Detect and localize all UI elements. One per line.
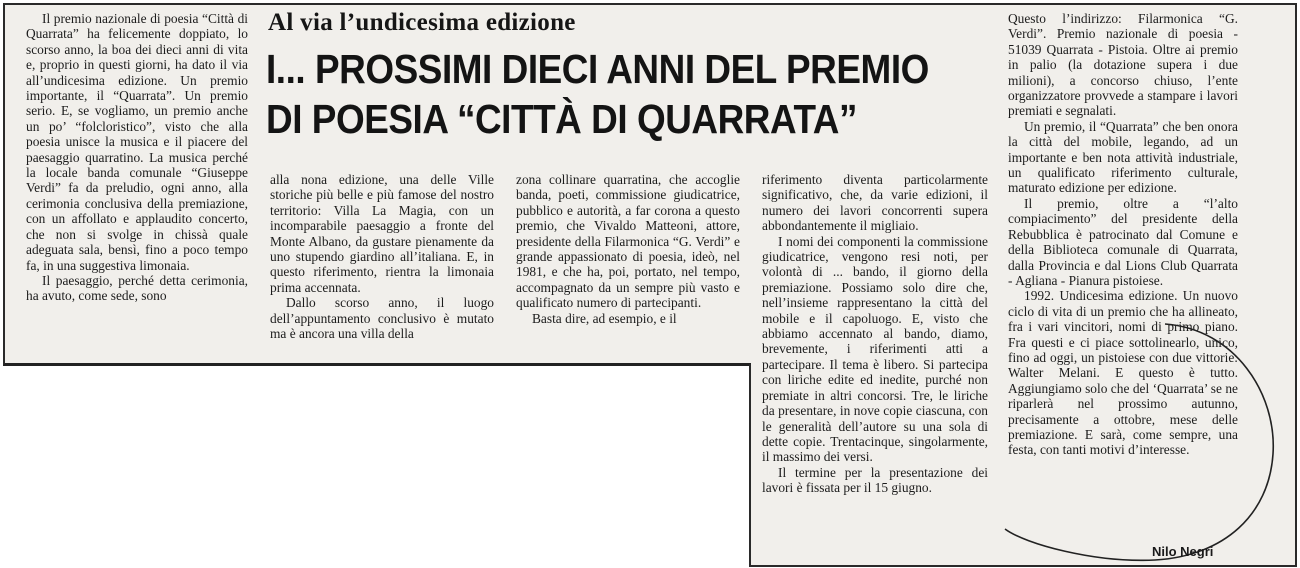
article-headline [266,44,928,144]
paragraph: Il premio, oltre a “l’alto compiacimento” del presidente della Rebubblica è patrocinato dal Comune e della Biblioteca comunale di Quarrata, dalla Provincia e dal Lions Club Quarrata - Agliana - Pianura pistoiese. [1008,195,1238,288]
paragraph: Basta dire, ad esempio, e il [532,310,677,326]
paragraph: Questo l’indirizzo: Filarmonica “G. Verdi”. Premio nazionale di poesia - 51039 Quarrata - Pistoia. Oltre ai premio in palio (la dotazione supera i due milioni), a concorso chiuso, l’ente organizzatore provvede a stampare i lavori premiati e segnalati. [1008,11,1238,119]
text-column-1 [26,11,248,361]
text-column-4 [762,172,988,562]
paragraph: riferimento diventa particolarmente significativo, che, da varie edizioni, il numero dei lavori concorrenti supera abbondantemente il migliaio. [762,172,988,234]
paragraph: Il premio nazionale di poesia “Città di Quarrata” ha felicemente doppiato, lo scorso anno, la boa dei dieci anni di vita e, proprio in questi giorni, ha dato il via all’undicesima edizione. Un premio importante, il “Quarrata”. Un premio serio. E, se vogliamo, un premio anche un po’ “folcloristico”, visto che alla poesia unisce la musica e il piacere del paesaggio quarratino. La musica perché la locale banda comunale “Giuseppe Verdi” fa da preludio, ogni anno, alla cerimonia conclusiva della premiazione, con un affollato e applaudito concerto, che non si svolge in chissà quale adeguata sala, bensì, fino a poco tempo fa, in una suggestiva limonaia. [26,11,248,273]
text-column-2 [270,172,494,361]
paragraph: alla nona edizione, una delle Ville storiche più belle e più famose del nostro territorio: Villa La Magia, con un incomparabile paesaggio a fronte del Monte Albano, da gustare pienamente da uno stupendo giardino all’italiana. E, in questo riferimento, rientra la limonaia prima accennata. [270,172,494,295]
headline-line-2: DI POESIA “CITTÀ DI QUARRATA” [266,96,858,142]
paragraph: zona collinare quarratina, che accoglie banda, poeti, commissione giudicatrice, pubblico e autorità, a far corona a questo premio, che Vivaldo Matteoni, attore, presidente della Filarmonica “G. Verdi” e grande appassionato di poesia, ideò, nel 1981, e che ha, poi, portato, nel tempo, accompagnato da un sempre più vasto e qualificato numero di partecipanti. [516,172,740,311]
headline-line-1: I... PROSSIMI DIECI ANNI DEL PREMIO [266,46,929,92]
paragraph: 1992. Undicesima edizione. Un nuovo ciclo di vita di un premio che ha allineato, fra i vari vincitori, nomi di primo piano. Fra questi e ci piace sottolinearlo, unico, fino ad oggi, un pistoiese con due vittorie: Walter Melani. E questo è tutto. Aggiungiamo solo che del ‘Quarrata’ se ne riparlerà nel prossimo autunno, precisamente a ottobre, mese delle premiazione. E sarà, come sempre, una festa, con tanti motivi d’interesse. [1008,288,1238,458]
author-signature: Nilo Negri [1152,544,1214,559]
paragraph: Il termine per la presentazione dei lavori è fissata per il 15 giugno. [762,464,988,496]
text-column-3 [516,172,740,361]
text-column-5 [1008,11,1238,541]
paragraph: Il paesaggio, perché detta cerimonia, ha avuto, come sede, sono [26,272,248,304]
paragraph: I nomi dei componenti la commissione giudicatrice, vengono resi noti, per volontà di ... bando, il giorno della premiazione. Possiamo solo dire che, nell’insieme rappresentano la città del mobile e il capoluogo. E, visto che abbiamo accennato al bando, diamo, brevemente, i riferimenti atti a partecipare. Il tema è libero. Si partecipa con liriche edite ed inedite, purché non premiate in altri concorsi. Tre, le liriche da presentare, in nove copie ciascuna, con le generalità dell’autore su una sola di dette copie. Trentacinque, singolarmente, il massimo dei versi. [762,233,988,465]
article-kicker: Al via l’undicesima edizione [268,9,576,36]
paragraph: Un premio, il “Quarrata” che ben onora la città del mobile, legando, ad un importante e ben nota attività industriale, un qualificato riferimento culturale, maturato edizione per edizione. [1008,118,1238,196]
paragraph: Dallo scorso anno, il luogo dell’appuntamento conclusivo è mutato ma è ancora una villa della [270,295,494,342]
